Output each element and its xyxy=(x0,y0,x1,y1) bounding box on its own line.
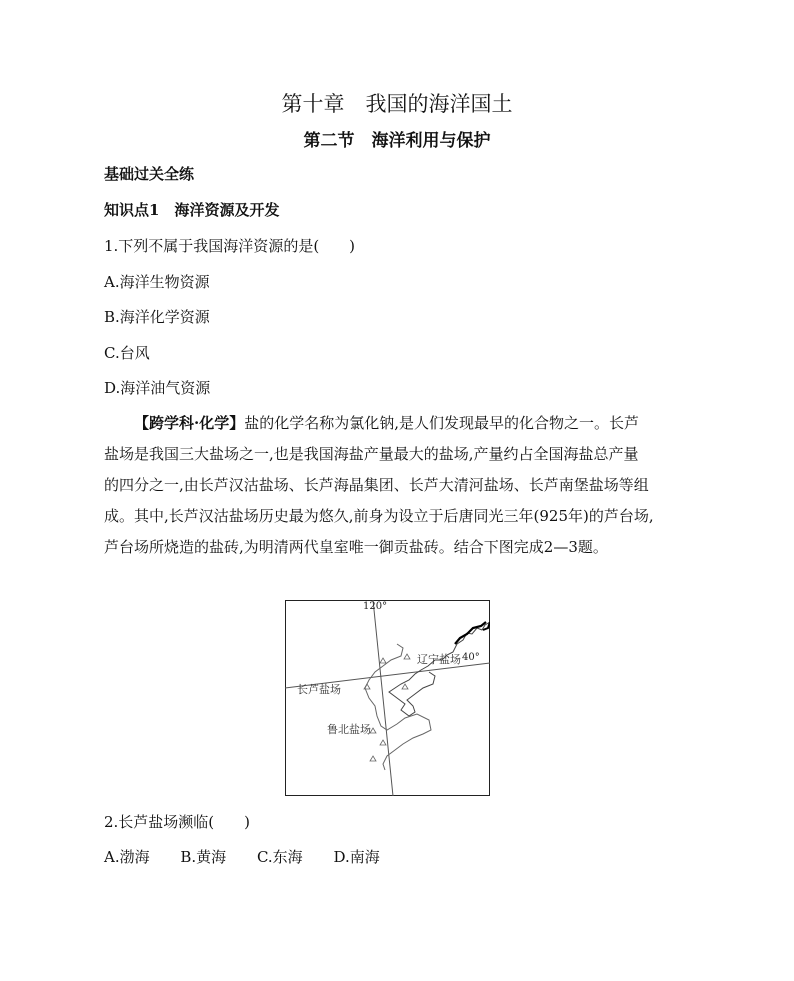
question-1-option-b: B.海洋化学资源 xyxy=(104,308,210,326)
question-2-stem: 2.长芦盐场濒临( ) xyxy=(104,813,251,831)
longitude-label: 120° xyxy=(363,601,388,612)
material-tag: 【跨学科·化学】 xyxy=(134,414,245,432)
exercise-heading: 基础过关全练 xyxy=(104,165,195,183)
material-line-1-text: 盐的化学名称为氯化钠,是人们发现最早的化合物之一。长芦 xyxy=(244,414,640,432)
knowledge-point-heading: 知识点1 海洋资源及开发 xyxy=(104,201,280,219)
question-2-option-d: D.南海 xyxy=(333,848,380,866)
question-2-option-b: B.黄海 xyxy=(180,848,227,866)
question-2-options xyxy=(104,846,406,867)
question-2-option-c: C.东海 xyxy=(256,848,303,866)
material-line-2: 盐场是我国三大盐场之一,也是我国海盐产量最大的盐场,产量约占全国海盐总产量 xyxy=(104,445,639,463)
material-line-1 xyxy=(104,408,704,439)
salt-field-map xyxy=(285,600,490,796)
liaoning-salt-field-label: 辽宁盐场 xyxy=(417,653,461,666)
chapter-title: 第十章 我国的海洋国土 xyxy=(281,92,513,116)
section-title: 第二节 海洋利用与保护 xyxy=(303,131,491,151)
latitude-label: 40° xyxy=(462,652,480,663)
changlu-salt-field-label: 长芦盐场 xyxy=(297,683,341,696)
material-line-4: 成。其中,长芦汉沽盐场历史最为悠久,前身为设立于后唐同光三年(925年)的芦台场, xyxy=(104,507,654,525)
material-line-5: 芦台场所烧造的盐砖,为明清两代皇室唯一御贡盐砖。结合下图完成2—3题。 xyxy=(104,538,608,556)
map-frame xyxy=(286,601,490,796)
material-line-3: 的四分之一,由长芦汉沽盐场、长芦海晶集团、长芦大清河盐场、长芦南堡盐场等组 xyxy=(104,476,649,494)
material-paragraph xyxy=(104,408,704,563)
lubei-salt-field-label: 鲁北盐场 xyxy=(327,723,371,736)
question-2-option-a: A.渤海 xyxy=(104,848,150,866)
question-1-stem: 1.下列不属于我国海洋资源的是( ) xyxy=(104,237,356,255)
question-1-option-c: C.台风 xyxy=(104,344,150,362)
question-1-option-d: D.海洋油气资源 xyxy=(104,379,211,397)
question-1-option-a: A.海洋生物资源 xyxy=(104,273,210,291)
